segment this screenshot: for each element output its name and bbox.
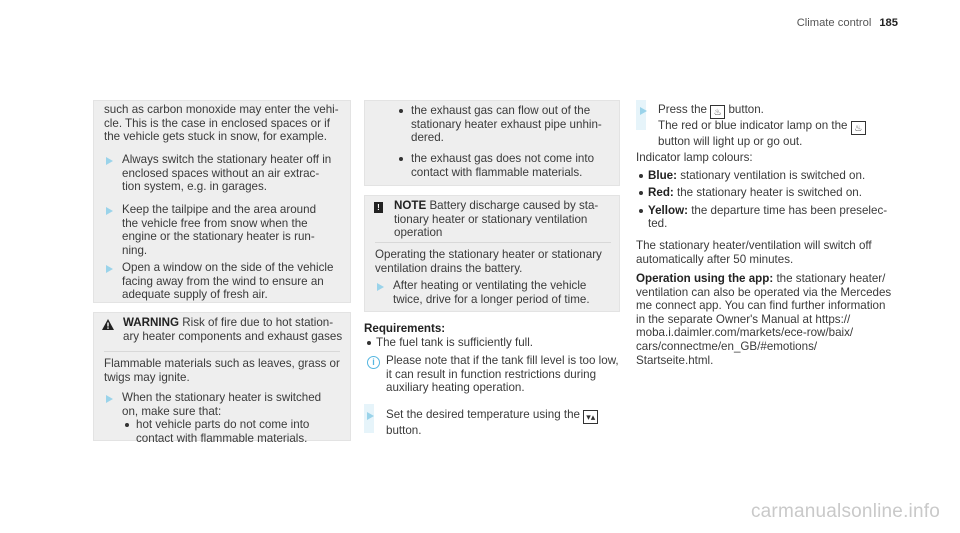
- text-line: ary heater components and exhaust gases: [123, 329, 343, 343]
- step: [122, 203, 316, 257]
- text-line: contact with flammable materials.: [411, 165, 583, 179]
- bullet-icon: [367, 341, 371, 345]
- text-line: the exhaust gas can flow out of the: [411, 104, 591, 117]
- page-header: [797, 17, 898, 31]
- requirements-label: Requirements:: [364, 322, 446, 335]
- text-line: contact with flammable materials.: [136, 431, 308, 445]
- text-line: on, make sure that:: [122, 404, 222, 418]
- note-head-text: Battery discharge caused by sta-: [429, 199, 599, 212]
- list-item: [636, 204, 898, 231]
- warning-triangle-icon: [102, 319, 114, 330]
- text-line: Open a window on the side of the vehicle: [122, 261, 334, 274]
- text-line: moba.i.daimler.com/markets/ece-row/baix/: [636, 326, 854, 340]
- stationary-heater-button-icon: ♨: [851, 121, 866, 135]
- text-line: Press the: [658, 103, 707, 116]
- note-heading: [394, 199, 598, 240]
- list-item: [411, 152, 594, 179]
- warning-heading: [123, 316, 342, 343]
- column-1: [93, 100, 351, 445]
- text-line: The red or blue indicator lamp on the: [658, 119, 848, 132]
- text-line: The stationary heater/ventilation will switch off: [636, 239, 872, 252]
- text-line: facing away from the wind to ensure an: [122, 274, 324, 288]
- text-line: operation: [394, 226, 443, 240]
- list-item: [411, 104, 602, 145]
- temperature-button-icon: ▾▴: [583, 410, 598, 424]
- bullet-icon: [639, 174, 643, 178]
- lamp-label: Yellow:: [648, 203, 688, 217]
- text-line: Flammable materials such as leaves, grass or: [104, 357, 340, 370]
- text-line: the stationary heater/: [776, 272, 886, 285]
- page-number: 185: [879, 17, 898, 29]
- warning-continued-box: [364, 100, 620, 186]
- text-line: automatically after 50 minutes.: [636, 252, 794, 266]
- lamp-text: the stationary heater is switched on.: [677, 186, 862, 200]
- text-line: twice, drive for a longer period of time.: [393, 292, 590, 306]
- step: [386, 408, 598, 438]
- intro-text: [104, 103, 339, 144]
- step: [122, 391, 321, 418]
- text-line: ning.: [122, 243, 148, 257]
- section-title: Climate control: [796, 17, 872, 29]
- step-arrow-icon: [377, 283, 384, 291]
- warning-body: [104, 351, 340, 384]
- text-line: When the stationary heater is switched: [122, 391, 322, 404]
- text-line: ventilation can also be operated via the Mercedes: [636, 285, 892, 299]
- lamp-label: Red:: [648, 186, 674, 200]
- indicator-lamp-section: [636, 151, 898, 231]
- text-line: the vehicle free from snow when the: [122, 216, 308, 230]
- text-line: ted.: [648, 217, 668, 231]
- text-line: Startseite.html.: [636, 353, 714, 367]
- text-line: engine or the stationary heater is run-: [122, 230, 315, 244]
- app-paragraph: [636, 272, 898, 367]
- text-line: button.: [728, 103, 764, 116]
- text-line: adequate supply of fresh air.: [122, 288, 268, 302]
- lamp-text: stationary ventilation is switched on.: [680, 168, 866, 182]
- step-marker: [636, 100, 646, 130]
- note-box: [364, 195, 620, 312]
- bullet-icon: [399, 109, 403, 113]
- info-icon: i: [367, 356, 380, 369]
- lamp-label: Blue:: [648, 168, 677, 182]
- text-line: tionary heater or stationary ventilation: [394, 212, 588, 226]
- text-line: tion system, e.g. in garages.: [122, 180, 267, 194]
- list-item: [636, 186, 898, 200]
- note-body: [375, 242, 611, 275]
- stationary-heater-button-icon: ♨: [710, 105, 725, 119]
- indicator-lamp-heading: Indicator lamp colours:: [636, 151, 753, 164]
- watermark: carmanualsonline.info: [750, 501, 940, 522]
- text-line: cars/connectme/en_GB/#emotions/: [636, 339, 818, 353]
- step-arrow-icon: [640, 107, 647, 115]
- step-arrow-icon: [367, 412, 374, 420]
- text-line: stationary heater exhaust pipe unhin-: [411, 117, 602, 131]
- app-label: Operation using the app:: [636, 272, 774, 285]
- text-line: button.: [386, 424, 422, 437]
- text-line: Operating the stationary heater or stationary: [375, 248, 602, 261]
- lamp-text: the departure time has been preselec-: [691, 203, 888, 217]
- text-line: After heating or ventilating the vehicle: [393, 279, 587, 292]
- step-arrow-icon: [106, 265, 113, 273]
- text-line: it can result in function restrictions during: [386, 367, 597, 381]
- text-line: auxiliary heating operation.: [386, 381, 525, 395]
- text-line: ventilation drains the battery.: [375, 261, 523, 275]
- warning-label: WARNING: [123, 316, 180, 329]
- note-icon: !: [374, 202, 383, 213]
- warning-continued-box: [93, 100, 351, 303]
- info-text: [386, 354, 619, 395]
- bullet-icon: [639, 191, 643, 195]
- requirements: [364, 322, 620, 349]
- auto-off-paragraph: [636, 239, 898, 266]
- column-2: [364, 100, 620, 437]
- step: [658, 103, 898, 149]
- text-line: Keep the tailpipe and the area around: [122, 203, 317, 216]
- step: [393, 279, 590, 306]
- step-arrow-icon: [106, 395, 113, 403]
- text-line: button will light up or go out.: [658, 135, 803, 148]
- step-arrow-icon: [106, 157, 113, 165]
- text-line: the vehicle gets stuck in snow, for example.: [104, 130, 327, 144]
- text-line: cle. This is the case in enclosed spaces or if: [104, 116, 330, 130]
- bullet-icon: [639, 209, 643, 213]
- text-line: in the separate Owner's Manual at https://: [636, 312, 851, 326]
- text-line: dered.: [411, 131, 444, 145]
- step: [122, 261, 333, 302]
- text-line: Please note that if the tank fill level is too low,: [386, 354, 619, 367]
- warning-box: [93, 312, 351, 445]
- text-line: me connect app. You can find further information: [636, 299, 886, 313]
- step-arrow-icon: [106, 207, 113, 215]
- text-line: Always switch the stationary heater off in: [122, 153, 332, 166]
- step: [122, 153, 331, 194]
- warning-head-text: Risk of fire due to hot station-: [182, 316, 334, 329]
- text-line: hot vehicle parts do not come into: [136, 418, 310, 431]
- text-line: enclosed spaces without an air extrac-: [122, 166, 320, 180]
- text-line: such as carbon monoxide may enter the vehi-: [104, 103, 339, 116]
- list-item: [136, 418, 309, 445]
- list-item: [636, 169, 898, 183]
- note-label: NOTE: [394, 199, 427, 212]
- text-line: the exhaust gas does not come into: [411, 152, 595, 165]
- bullet-icon: [125, 423, 129, 427]
- bullet-icon: [399, 157, 403, 161]
- requirement-item: The fuel tank is sufficiently full.: [376, 335, 534, 349]
- text-line: twigs may ignite.: [104, 370, 190, 384]
- text-line: Set the desired temperature using the: [386, 408, 580, 421]
